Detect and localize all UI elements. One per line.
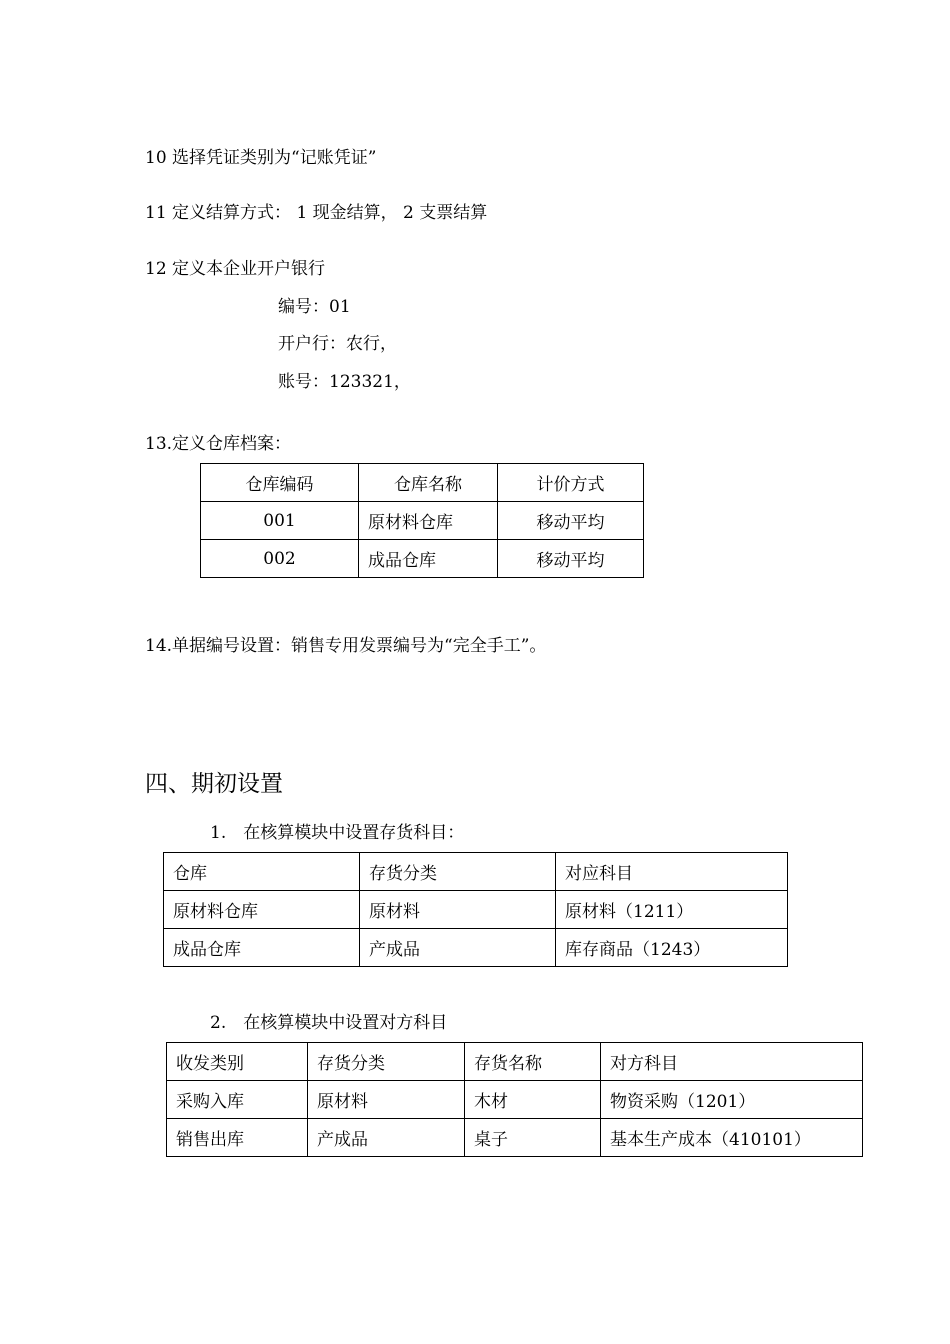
item-14-document-numbering: 14.单据编号设置：销售专用发票编号为“完全手工”。 (145, 636, 547, 656)
counter-subject-table (166, 1042, 863, 1157)
header-cell: 存货名称 (465, 1043, 601, 1081)
table-cell: 木材 (465, 1081, 601, 1119)
table-cell: 基本生产成本（410101） (601, 1119, 863, 1157)
table-row (164, 929, 788, 967)
table-cell: 成品仓库 (164, 929, 360, 967)
item-13-warehouse-archive: 13.定义仓库档案： (145, 434, 292, 454)
header-cell: 对方科目 (601, 1043, 863, 1081)
table-cell: 原材料（1211） (556, 891, 788, 929)
table-cell: 移动平均 (498, 502, 644, 540)
bank-number: 编号：01 (278, 297, 351, 317)
table-cell: 原材料仓库 (359, 502, 498, 540)
warehouse-table (200, 463, 644, 578)
table-cell: 原材料 (308, 1081, 465, 1119)
table-cell: 成品仓库 (359, 540, 498, 578)
section-4-step-2: 2. 在核算模块中设置对方科目 (210, 1013, 448, 1033)
table-row (167, 1081, 863, 1119)
header-cell: 存货分类 (308, 1043, 465, 1081)
section-4-step-1: 1. 在核算模块中设置存货科目： (210, 823, 465, 843)
section-4-title: 四、期初设置 (145, 771, 283, 797)
table-cell: 产成品 (308, 1119, 465, 1157)
table-row (167, 1119, 863, 1157)
table-cell: 销售出库 (167, 1119, 308, 1157)
table-cell: 物资采购（1201） (601, 1081, 863, 1119)
header-cell: 存货分类 (360, 853, 556, 891)
table-cell: 库存商品（1243） (556, 929, 788, 967)
table-row (201, 540, 644, 578)
table-cell: 原材料仓库 (164, 891, 360, 929)
table-header-row (167, 1043, 863, 1081)
table-row (201, 502, 644, 540)
table-cell: 桌子 (465, 1119, 601, 1157)
table-cell: 移动平均 (498, 540, 644, 578)
table-cell: 产成品 (360, 929, 556, 967)
header-cell: 对应科目 (556, 853, 788, 891)
table-cell: 原材料 (360, 891, 556, 929)
header-cell: 仓库编码 (201, 464, 359, 502)
table-cell: 001 (201, 502, 359, 540)
header-cell: 收发类别 (167, 1043, 308, 1081)
table-cell: 采购入库 (167, 1081, 308, 1119)
bank-name: 开户行：农行， (278, 334, 397, 354)
inventory-subject-table (163, 852, 788, 967)
header-cell: 仓库名称 (359, 464, 498, 502)
table-cell: 002 (201, 540, 359, 578)
table-header-row (164, 853, 788, 891)
item-10-voucher-type: 10 选择凭证类别为“记账凭证” (145, 148, 377, 168)
item-11-settlement-methods: 11 定义结算方式： 1 现金结算， 2 支票结算 (145, 203, 488, 223)
header-cell: 仓库 (164, 853, 360, 891)
table-row (164, 891, 788, 929)
header-cell: 计价方式 (498, 464, 644, 502)
item-12-bank-definition: 12 定义本企业开户银行 (145, 259, 326, 279)
bank-account: 账号：123321， (278, 372, 411, 392)
table-header-row (201, 464, 644, 502)
